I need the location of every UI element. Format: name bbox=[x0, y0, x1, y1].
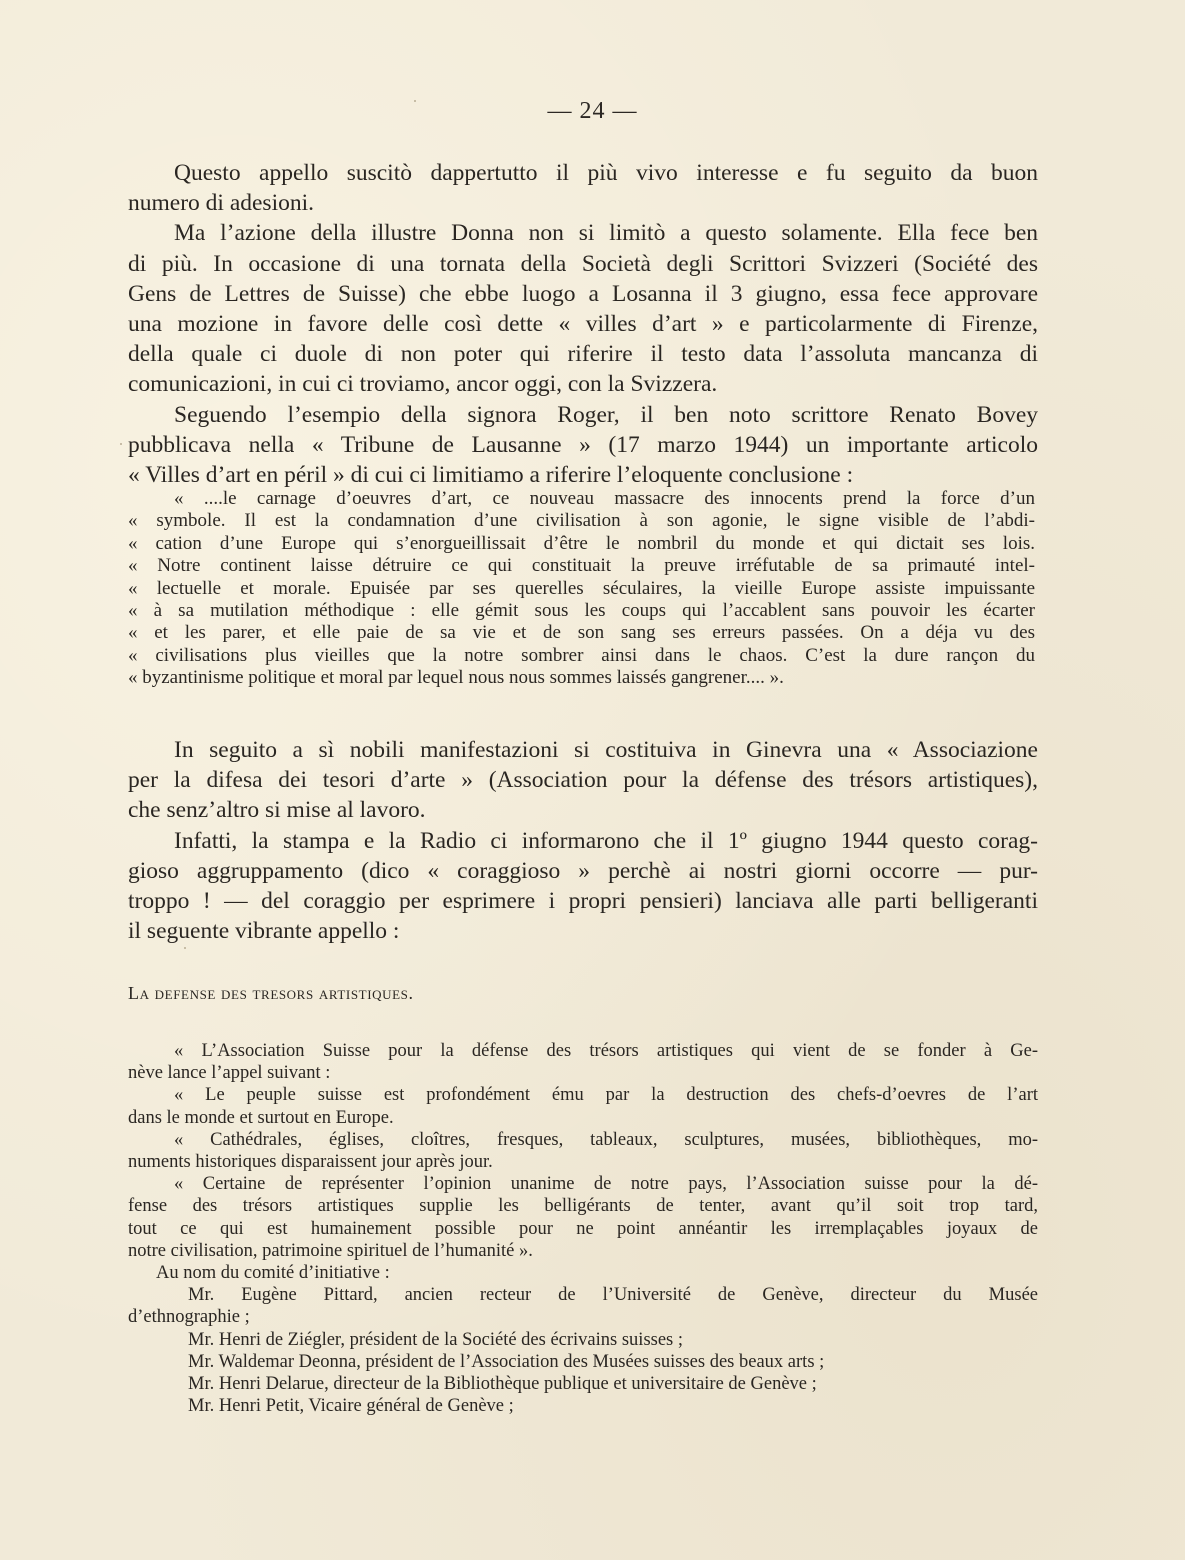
section-heading: La defense des tresors artistiques. bbox=[128, 983, 414, 1003]
text-line: Mr. Henri de Ziégler, président de la Société des écrivains suisses ; bbox=[188, 1329, 684, 1350]
text-line: d’ethnographie ; bbox=[128, 1307, 250, 1328]
text-line: « lectuelle et morale. Epuisée par ses querelles séculaires, la vieille Europe assiste impuissante bbox=[128, 577, 1035, 599]
text-line: Mr. Eugène Pittard, ancien recteur de l’Université de Genève, directeur du Musée bbox=[188, 1285, 1038, 1306]
text-line: pubblicava nella « Tribune de Lausanne » (17 marzo 1944) un importante articolo bbox=[128, 431, 1038, 458]
text-line: « Notre continent laisse détruire ce qui constituait la preuve irréfutable de sa primauté intel- bbox=[128, 555, 1035, 577]
paper-speck bbox=[184, 947, 186, 949]
text-line: Au nom du comité d’initiative : bbox=[156, 1263, 390, 1284]
text-line: « L’Association Suisse pour la défense des trésors artistiques qui vient de se fonder à Ge- bbox=[174, 1041, 1038, 1061]
text-line: Questo appello suscitò dappertutto il più vivo interesse e fu seguito da buon bbox=[174, 160, 1038, 186]
text-line: « ....le carnage d’oeuvres d’art, ce nouveau massacre des innocents prend la force d’un bbox=[174, 488, 1035, 509]
page-number: — 24 — bbox=[547, 98, 638, 124]
text-line: numents historiques disparaissent jour après jour. bbox=[128, 1152, 493, 1173]
text-line: una mozione in favore delle così dette « villes d’art » e particolarmente di Firenze, bbox=[128, 311, 1038, 338]
paper-speck bbox=[120, 443, 122, 445]
text-line: Gens de Lettres de Suisse) che ebbe luogo a Losanna il 3 giugno, essa fece approvare bbox=[128, 280, 1038, 307]
text-line: « et les parer, et elle paie de sa vie et de son sang ses erreurs passées. On a déja vu des bbox=[128, 622, 1035, 644]
text-line: dans le monde et surtout en Europe. bbox=[128, 1107, 394, 1128]
paragraph-block-2 bbox=[128, 735, 1038, 946]
text-line: tout ce qui est humainement possible pour ne point annéantir les irremplaçables joyaux de bbox=[128, 1218, 1038, 1239]
quotation-bovey bbox=[128, 488, 1035, 690]
text-line: « Cathédrales, églises, cloîtres, fresques, tableaux, sculptures, musées, bibliothèques, mo- bbox=[174, 1129, 1038, 1150]
text-line: « byzantinisme politique et moral par lequel nous nous sommes laissés gangrener.... ». bbox=[128, 667, 784, 689]
paragraph-block-1 bbox=[128, 158, 1038, 490]
text-line: della quale ci duole di non poter qui riferire il testo data l’assoluta mancanza di bbox=[128, 341, 1038, 368]
text-line: « Le peuple suisse est profondément ému par la destruction des chefs-d’oevres de l’art bbox=[174, 1085, 1038, 1106]
text-line: Ma l’azione della illustre Donna non si limitò a questo solamente. Ella fece ben bbox=[174, 220, 1038, 247]
text-line: In seguito a sì nobili manifestazioni si costituiva in Ginevra una « Associazione bbox=[174, 737, 1038, 763]
text-line: « cation d’une Europe qui s’enorgueillissait d’être le nombril du monde et qui dictait ses lois. bbox=[128, 532, 1035, 554]
text-line: notre civilisation, patrimoine spirituel de l’humanité ». bbox=[128, 1240, 533, 1261]
text-line: « civilisations plus vieilles que la notre sombrer ainsi dans le chaos. C’est la dure rançon du bbox=[128, 644, 1035, 666]
text-line: numero di adesioni. bbox=[128, 190, 315, 217]
text-line: il seguente vibrante appello : bbox=[128, 918, 400, 945]
text-line: Mr. Henri Delarue, directeur de la Bibliothèque publique et universitaire de Genève ; bbox=[188, 1374, 817, 1395]
text-line: che senz’altro si mise al lavoro. bbox=[128, 797, 426, 824]
text-line: Infatti, la stampa e la Radio ci informarono che il 1º giugno 1944 questo corag- bbox=[174, 827, 1038, 854]
text-line: di più. In occasione di una tornata della Società degli Scrittori Svizzeri (Société des bbox=[128, 250, 1038, 277]
text-line: Mr. Waldemar Deonna, président de l’Association des Musées suisses des beaux arts ; bbox=[188, 1351, 825, 1372]
text-line: Seguendo l’esempio della signora Roger, il ben noto scrittore Renato Bovey bbox=[174, 401, 1038, 428]
appeal-text bbox=[128, 1040, 1038, 1417]
text-line: nève lance l’appel suivant : bbox=[128, 1063, 331, 1084]
paper-speck bbox=[414, 100, 416, 102]
text-line: Mr. Henri Petit, Vicaire général de Genève ; bbox=[188, 1396, 514, 1417]
text-line: per la difesa dei tesori d’arte » (Association pour la défense des trésors artistiques), bbox=[128, 767, 1038, 794]
text-line: « Certaine de représenter l’opinion unanime de notre pays, l’Association suisse pour la dé- bbox=[174, 1174, 1038, 1195]
text-line: « Villes d’art en péril » di cui ci limitiamo a riferire l’eloquente conclusione : bbox=[128, 462, 854, 489]
text-line: « symbole. Il est la condamnation d’une civilisation à son agonie, le signe visible de l’abdi- bbox=[128, 510, 1035, 532]
text-line: comunicazioni, in cui ci troviamo, ancor oggi, con la Svizzera. bbox=[128, 371, 718, 398]
text-line: fense des trésors artistiques supplie les belligérants de tenter, avant qu’il soit trop tard, bbox=[128, 1196, 1038, 1217]
text-line: « à sa mutilation méthodique : elle gémit sous les coups qui l’accablent sans pouvoir les écarter bbox=[128, 600, 1035, 622]
text-line: troppo ! — del coraggio per esprimere i propri pensieri) lanciava alle parti belligeranti bbox=[128, 888, 1038, 915]
text-line: gioso aggruppamento (dico « coraggioso » perchè ai nostri giorni occorre — pur- bbox=[128, 857, 1038, 884]
